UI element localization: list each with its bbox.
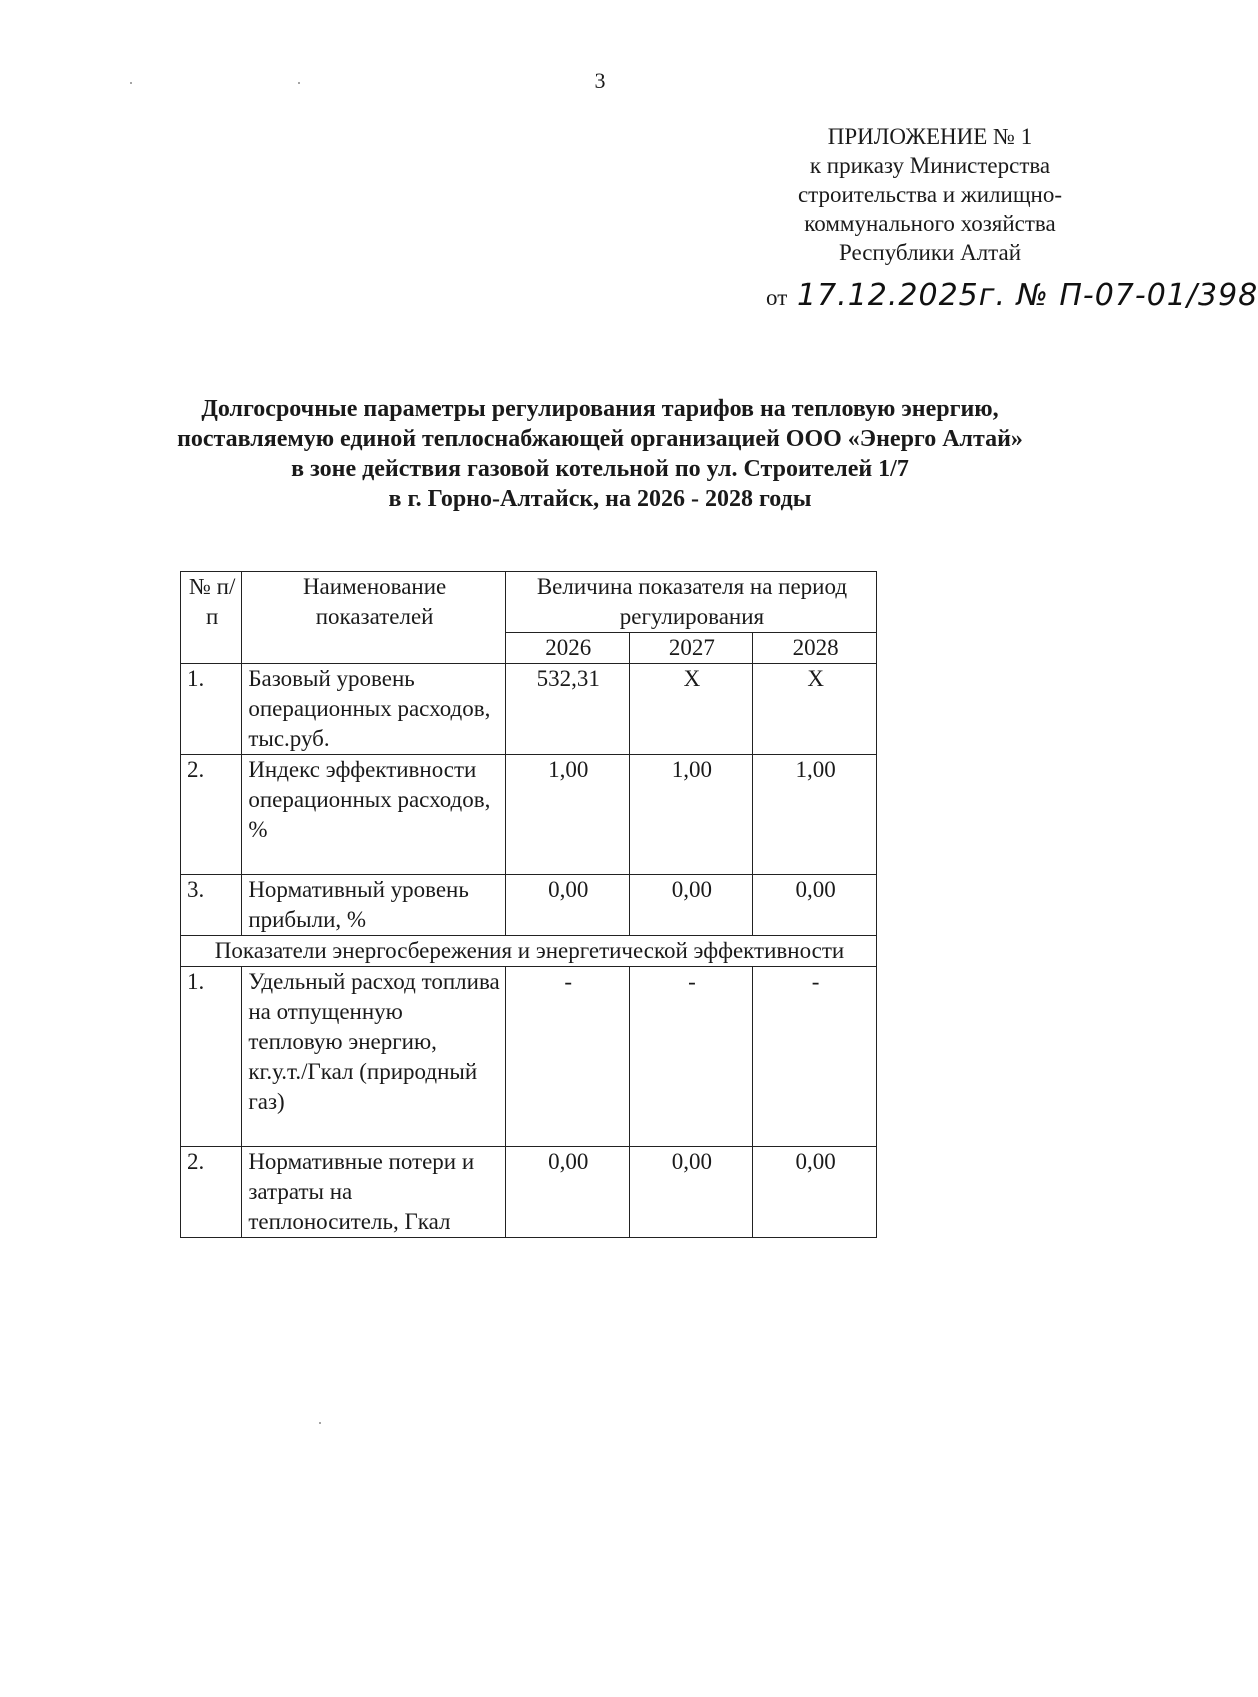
row-name: Индекс эффективности операционных расходов, % bbox=[242, 755, 506, 875]
row-value: 0,00 bbox=[629, 875, 753, 936]
row-value: - bbox=[753, 967, 877, 1147]
order-date-line bbox=[760, 278, 1258, 313]
row-num: 2. bbox=[181, 1147, 242, 1238]
header-year: 2028 bbox=[753, 633, 877, 664]
row-value: - bbox=[505, 967, 629, 1147]
header-year: 2026 bbox=[505, 633, 629, 664]
table-row bbox=[181, 1147, 877, 1238]
header-value-group: Величина показателя на период регулирования bbox=[505, 572, 876, 633]
row-value: 532,31 bbox=[505, 664, 629, 755]
page-number: 3 bbox=[594, 68, 606, 93]
row-value: 1,00 bbox=[753, 755, 877, 875]
appendix-line: к приказу Министерства bbox=[809, 153, 1051, 178]
row-value: 0,00 bbox=[505, 1147, 629, 1238]
row-value: 1,00 bbox=[629, 755, 753, 875]
title-line: поставляемую единой теплоснабжающей организацией ООО «Энерго Алтай» bbox=[177, 426, 1023, 452]
row-num: 3. bbox=[181, 875, 242, 936]
document-title bbox=[100, 394, 1100, 514]
parameters-table bbox=[180, 571, 877, 1238]
appendix-line: строительства и жилищно- bbox=[797, 182, 1063, 207]
row-value: 0,00 bbox=[629, 1147, 753, 1238]
table-row bbox=[181, 664, 877, 755]
date-prefix: от bbox=[766, 285, 788, 310]
appendix-line: Республики Алтай bbox=[838, 240, 1022, 265]
row-value: 0,00 bbox=[505, 875, 629, 936]
table-row bbox=[181, 755, 877, 875]
row-value: X bbox=[753, 664, 877, 755]
row-value: - bbox=[629, 967, 753, 1147]
row-value: X bbox=[629, 664, 753, 755]
title-line: в г. Горно-Алтайск, на 2026 - 2028 годы bbox=[388, 486, 812, 512]
header-year: 2027 bbox=[629, 633, 753, 664]
title-line: Долгосрочные параметры регулирования тарифов на тепловую энергию, bbox=[201, 396, 999, 422]
row-num: 2. bbox=[181, 755, 242, 875]
table-row bbox=[181, 875, 877, 936]
row-num: 1. bbox=[181, 967, 242, 1147]
row-num: 1. bbox=[181, 664, 242, 755]
row-value: 0,00 bbox=[753, 1147, 877, 1238]
row-name: Удельный расход топлива на отпущенную тепловую энергию, кг.у.т./Гкал (природный газ) bbox=[242, 967, 506, 1147]
header-name: Наименование показателей bbox=[242, 572, 506, 664]
section-title: Показатели энергосбережения и энергетической эффективности bbox=[181, 936, 877, 967]
row-name: Базовый уровень операционных расходов, тыс.руб. bbox=[242, 664, 506, 755]
appendix-title: ПРИЛОЖЕНИЕ № 1 bbox=[827, 124, 1033, 149]
table-header-row bbox=[181, 572, 877, 633]
title-line: в зоне действия газовой котельной по ул. Строителей 1/7 bbox=[291, 456, 909, 482]
appendix-line: коммунального хозяйства bbox=[804, 211, 1056, 236]
handwritten-date-number: 17.12.2025г. № П-07-01/398 bbox=[797, 278, 1258, 313]
header-num: № п/п bbox=[181, 572, 242, 664]
row-name: Нормативный уровень прибыли, % bbox=[242, 875, 506, 936]
row-name: Нормативные потери и затраты на теплоноситель, Гкал bbox=[242, 1147, 506, 1238]
scan-speck bbox=[319, 1422, 321, 1424]
table-section-row bbox=[181, 936, 877, 967]
table-row bbox=[181, 967, 877, 1147]
row-value: 1,00 bbox=[505, 755, 629, 875]
row-value: 0,00 bbox=[753, 875, 877, 936]
appendix-header bbox=[760, 122, 1100, 267]
